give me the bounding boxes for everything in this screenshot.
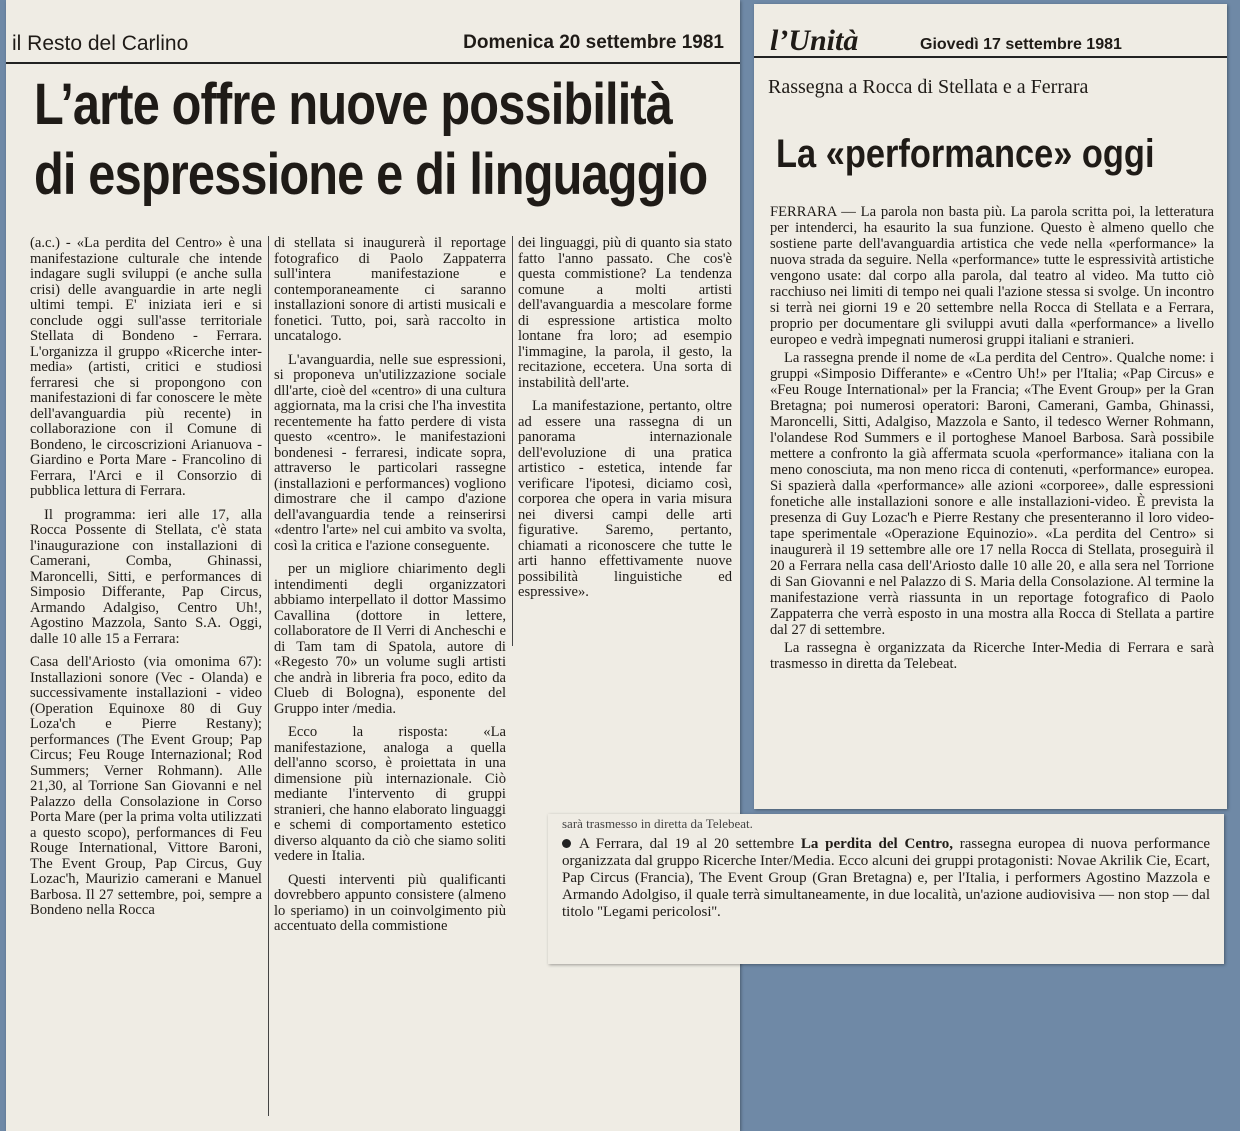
carlino-headline [34, 70, 708, 210]
unita-masthead: l’Unità [770, 24, 859, 57]
carlino-masthead: il Resto del Carlino [12, 32, 189, 55]
col1-paragraph: Casa dell'Ariosto (via omonima 67): Installazioni sonore (Vec - Olanda) e successivamente installazioni - video (Operation Equinoxe 80 di Guy Loza'ch e Pierre Restany); performances (The Event Group; Pap Circus; Feu Rouge Internazional; Rod Summers; Verner Rohmann). Alle 21,30, al Torrione San Giovanni e nel Palazzo della Consolazione in Corso Porta Mare (per la prima volta utilizzati a questo scopo), performances di Feu Rouge International, Vittore Baroni, The Event Group, Pap Circus, Guy Lozac'h, Maurizio camerani e Manuel Barbosa. Il 27 settembre, poi, sempre a Bondeno nella Rocca [30, 654, 262, 918]
brief-body [562, 836, 1210, 921]
carlino-masthead-bar [6, 28, 740, 64]
brief-text: rassegna europea di nuova performance organizzata dal gruppo Ricerche Inter/Media. Ecco alcuni dei gruppi protagonisti: Novae Akrilik Cie, Ecart, Pap Circus (Francia), The Event Group (Gran Bretagna) e, per l'Italia, i performers Agostino Mazzola e Armando Adolgiso, il quale terrà simultaneamente, in due località, un'azione audiovisiva — non stop — dal titolo ''Legami pericolosi''. [562, 836, 1210, 920]
col2-paragraph: di stellata si inaugurerà il reportage fotografico di Paolo Zappaterra sull'intera manifestazione e contemporaneamente ci saranno installazioni sonore di artisti musicali e fonetici. Tutto, poi, sarà raccolto in uncatalogo. [274, 235, 506, 344]
col2-paragraph: Questi interventi più qualificanti dovrebbero appunto consistere (almeno lo speriamo) in un coinvolgimento più accentuato della commistione [274, 871, 506, 934]
col1-paragraph: Il programma: ieri alle 17, alla Rocca Possente di Stellata, c'è stata l'inaugurazione con installazioni di Camerani, Comba, Ghinassi, Maroncelli, Sitti, e performances di Simposio Differante, Pap Circus, Armando Adalgiso, Centro Uh!, Agostino Mazzola, Santo S.A. Oggi, dalle 10 alle 15 a Ferrara: [30, 506, 262, 647]
brief-bold-title: La perdita del Centro, [800, 836, 953, 852]
unita-headline: La «performance» oggi [776, 132, 1155, 176]
carlino-date: Domenica 20 settembre 1981 [463, 32, 724, 53]
unita-paragraph: FERRARA — La parola non basta più. La parola scritta poi, la letteratura per intenderci, ha esaurito la sua funzione. Questo è almeno quello che sostiene parte dell'avanguardia artistica che vede nella «performance» la nuova strada da seguire. Nella «performance» tutte le espressività artistiche vengono usate: dal corpo alla parola, dal teatro al video. Ma tutto ciò racchiuso nei limiti di tempo nei quali l'azione stessa si svolge. Un incontro si terrà nei giorni 19 e 20 settembre nella Rocca di Stellata e a Ferrara, proprio per documentare gli sviluppi avuti dalla «performance» a livello europeo e vedrà impegnati numerosi gruppi italiani e stranieri. [770, 204, 1214, 348]
column-divider [512, 236, 513, 646]
col3-paragraph: La manifestazione, pertanto, oltre ad essere una rassegna di un panorama internazionale dell'evoluzione di una pratica artistico - estetica, intende far verificare l'ipotesi, diciamo così, corporea che opera in varia misura nei diversi campi delle arti figurative. Saremo, pertanto, chiamati a riconoscere che tutte le arti hanno effettivamente nuove possibilità linguistiche ed espressive». [518, 398, 732, 600]
carlino-column-2 [274, 236, 506, 943]
unita-paragraph: La rassegna prende il nome de «La perdita del Centro». Qualche nome: i gruppi «Simposio Differante» e «Centro Uh!» per l'Italia; «Pap Circus» e «Feu Rouge International» per la Francia; «The Event Group» per la Gran Bretagna; poi numerosi operatori: Baroni, Camerani, Gamba, Ghinassi, Maroncelli, Sitti, Adalgiso, Mazzola e Santo, il tedesco Werner Rohmann, l'olandese Rod Summers e il portoghese Manoel Barbosa. Sarà possibile mettere a confronto la già affermata scuola «performance» italiana con la meno conosciuta, ma non meno ricca di contenuti, «performance» europea. Si spazierà dalla «performance» alle azioni «corporee», dalle espressioni fonetiche alle installazioni sonore e alle installazioni-video. È prevista la presenza di Guy Lozac'h e Pierre Restany che presenteranno il loro video-tape sperimentale «Operazione Equinozio». «La perdita del Centro» si inaugurerà il 19 settembre alle ore 17 nella Rocca di Stellata, proseguirà il 20 a Ferrara nella casa dell'Ariosto dalle 10 alle 20, e alla sera nel Torrione di San Giovanni e nel Palazzo di S. Maria della Consolazione. Al termine la manifestazione verrà riassunta in un reportage fotografico di Paolo Zappaterra che verrà esposto in una mostra alla Rocca di Stellata a partire dal 27 di settembre. [770, 350, 1214, 638]
col1-paragraph: (a.c.) - «La perdita del Centro» è una manifestazione culturale che intende indagare sugli sviluppi (e anche sulla crisi) delle avanguardie in arte negli ultimi tempi. E' iniziata ieri e si conclude oggi sull'asse territoriale Stellata di Bondeno - Ferrara. L'organizza il gruppo «Ricerche inter-media» (artisti, critici e studiosi ferraresi che si propongono con manifestazioni di far conoscere le mète dell'avanguardia più recente) in collaborazione con il Comune di Bondeno, le circoscrizioni Arianuova - Giardino e Porta Mare - Francolino di Ferrara, l'Arci e il Consorzio di pubblica lettura di Ferrara. [30, 235, 262, 499]
unita-article-body [770, 204, 1214, 674]
carlino-headline-line1: L’arte offre nuove possibilità [34, 72, 673, 137]
col2-paragraph: L'avanguardia, nelle sue espressioni, si proponeva un'utilizzazione sociale dll'arte, cioè del «centro» di una cultura aggiornata, ma la crisi che l'ha investita recentemente ha fatto perdere di vista questo «centro». le manifestazioni bondenesi - ferraresi, indicate sopra, attraverso le particolari rassegne (installazioni e performances) vogliono dimostrare che il campo d'azione dell'avanguardia tende a reinserirsi «dentro l'arte» nel cui ambito va svolta, così la critica e l'azione conseguente. [274, 351, 506, 554]
carlino-column-1 [30, 236, 262, 927]
brief-clipping [548, 814, 1224, 964]
col2-paragraph: per un migliore chiarimento degli intendimenti degli organizzatori abbiamo interpellato il dottor Massimo Cavallina (dottore in lettere, collaboratore de Il Verri di Ancheschi e di Tam tam di Spatola, autore di «Regesto 70» un volume sugli artisti che andrà in libreria fra poco, edito da Clueb di Bologna), esponente del Gruppo inter /media. [274, 561, 506, 717]
unita-kicker: Rassegna a Rocca di Stellata e a Ferrara [768, 76, 1089, 98]
unita-clipping [754, 4, 1227, 809]
unita-date: Giovedì 17 settembre 1981 [920, 36, 1122, 53]
unita-paragraph: La rassegna è organizzata da Ricerche Inter-Media di Ferrara e sarà trasmesso in diretta da Telebeat. [770, 640, 1214, 672]
unita-masthead-bar [754, 22, 1227, 58]
col3-paragraph: dei linguaggi, più di quanto sia stato fatto l'anno passato. Che cos'è questa commistione? La tendenza comune a molti artisti dell'avanguardia a mescolare forme di espressione artistica molto lontane fra loro; ad esempio l'immagine, la parola, il gesto, la recitazione, eccetera. Una sorta di instabilità dell'arte. [518, 235, 732, 391]
bullet-icon [562, 839, 571, 848]
brief-top-line: sarà trasmesso in diretta da Telebeat. [562, 816, 753, 831]
carlino-headline-line2: di espressione e di linguaggio [34, 142, 708, 207]
column-divider [268, 236, 269, 1116]
carlino-column-3 [518, 236, 732, 609]
brief-lead: A Ferrara, dal 19 al 20 settembre [579, 836, 795, 852]
col2-paragraph: Ecco la risposta: «La manifestazione, analoga a quella dell'anno scorso, è proiettata in una dimensione più internazionale. Ciò mediante l'intervento di gruppi stranieri, che hanno elaborato linguaggi e schemi di comportamento estetico diverso alquanto da ciò che siamo soliti vedere in Italia. [274, 724, 506, 864]
